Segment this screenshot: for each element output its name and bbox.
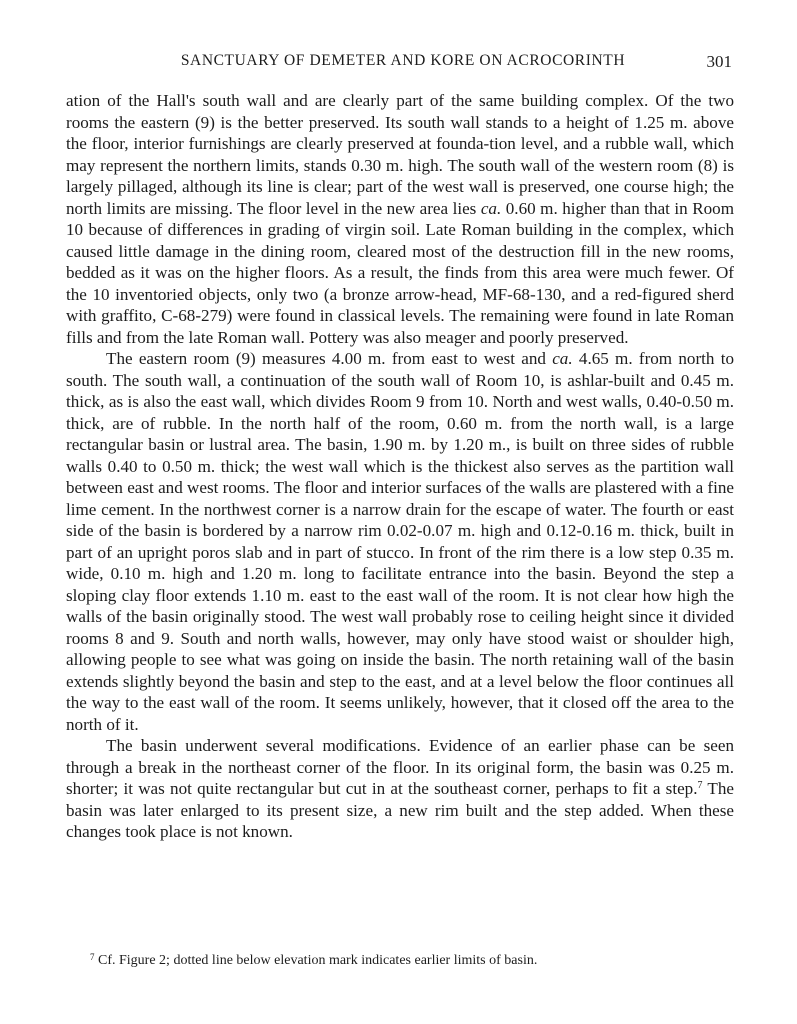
paragraph-2	[66, 348, 734, 735]
paragraph-3-text-a: The basin underwent several modifications. Evidence of an earlier phase can be seen through a break in the northeast corner of the floor. In its original form, the basin was 0.25 m. shorter; it was not quite rectangular but cut in at the southeast corner, perhaps to fit a step.	[66, 736, 734, 798]
running-head	[70, 52, 736, 78]
footnote-marker: 7	[90, 952, 95, 962]
paragraph-3	[66, 735, 734, 843]
running-head-title: SANCTUARY OF DEMETER AND KORE ON ACROCORINTH	[180, 52, 626, 69]
paragraph-2-ca: ca.	[552, 349, 573, 368]
body-text	[66, 90, 734, 843]
paragraph-1-text-a: ation of the Hall's south wall and are clearly part of the same building complex. Of the two rooms the eastern (9) is the better preserved. Its south wall stands to a height of 1.25 m. above the floor, interior furnishings are clearly preserved at founda-tion level, and a rubble wall, which may represent the northern limits, stands 0.30 m. high. The south wall of the western room (8) is largely pillaged, although its line is clear; part of the west wall is preserved, one course high; the north limits are missing. The floor level in the new area lies	[66, 91, 734, 218]
footnote-reference[interactable]: 7	[697, 780, 703, 791]
page-number: 301	[706, 52, 732, 71]
paragraph-1-ca: ca.	[480, 198, 502, 218]
footnote	[90, 952, 730, 970]
paragraph-1-text-b: 0.60 m. higher than that in Room 10 because of differences in grading of virgin soil. Late Roman building in the complex, which caused little damage in the dining room, cleared most of the destruction fill in the new rooms, bedded as it was on the higher floors. As a result, the finds from this area were much fewer. Of the 10 inventoried objects, only two (a bronze arrow-head, MF-68-130, and a red-figured sherd with graffito, C-68-279) were found in classical levels. The remaining were found in late Roman fills and from the late Roman wall. Pottery was also meager and poorly preserved.	[66, 198, 734, 347]
paragraph-1	[66, 90, 734, 348]
paragraph-2-text-b: 4.65 m. from north to south. The south wall, a continuation of the south wall of Room 10, is ashlar-built and 0.45 m. thick, as is also the east wall, which divides Room 9 from 10. North and west walls, 0.40-0.50 m. thick, are of rubble. In the north half of the room, 0.60 m. from the north wall, is a large rectangular basin or lustral area. The basin, 1.90 m. by 1.20 m., is built on three sides of rubble walls 0.40 to 0.50 m. thick; the west wall which is the thickest also serves as the partition wall between east and west rooms. The floor and interior surfaces of the walls are plastered with a fine lime cement. In the northwest corner is a narrow drain for the escape of water. The fourth or east side of the basin is bordered by a narrow rim 0.02-0.07 m. high and 0.12-0.16 m. thick, built in part of an upright poros slab and in part of stucco. In front of the rim there is a low step 0.35 m. wide, 0.10 m. high and 1.20 m. long to facilitate entrance into the basin. Beyond the step a sloping clay floor extends 1.10 m. east to the east wall of the room. It is not clear how high the walls of the basin originally stood. The west wall probably rose to ceiling height since it divided rooms 8 and 9. South and north walls, however, may only have stood waist or shoulder high, allowing people to see what was going on inside the basin. The north retaining wall of the basin extends slightly beyond the basin and step to the east, and at a level below the floor continues all the way to the east wall of the room. It seems unlikely, however, that it closed off the area to the north of it.	[66, 349, 734, 734]
paragraph-3-text-b: The basin was later enlarged to its present size, a new rim built and the step added. When these changes took place is not known.	[66, 779, 734, 841]
paragraph-2-text-a: The eastern room (9) measures 4.00 m. from east to west and	[106, 349, 553, 368]
footnote-text: Cf. Figure 2; dotted line below elevation mark indicates earlier limits of basin.	[94, 953, 538, 968]
